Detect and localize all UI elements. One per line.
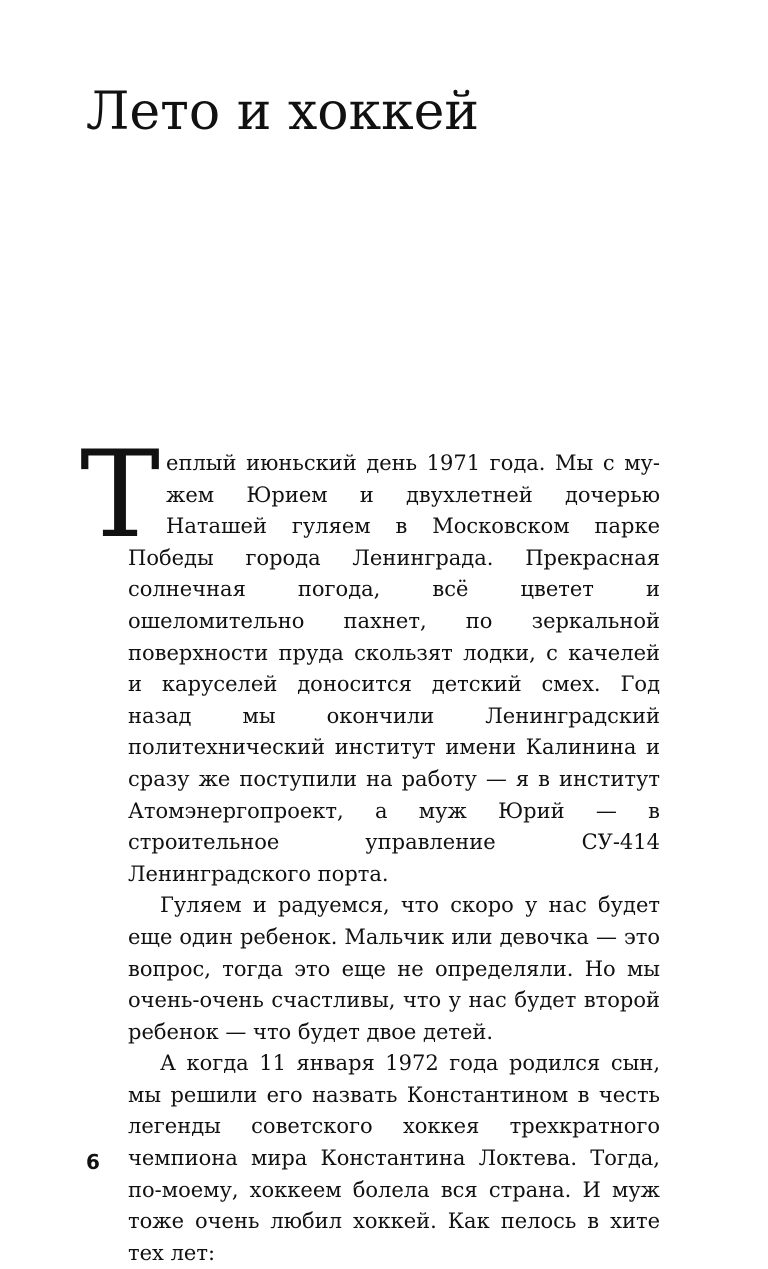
paragraph-1 xyxy=(80,426,660,890)
paragraph-3: А когда 11 января 1972 года родился сын, мы решили его назвать Константином в честь легенды советского хоккея трехкратного чемпиона мира Константина Локтева. Тогда, по-моему, хоккеем болела вся страна. И муж тоже очень любил хоккей. Как пелось в хите тех лет: xyxy=(128,1051,660,1265)
chapter-body xyxy=(80,426,660,1269)
paragraph-2: Гуляем и радуемся, что скоро у нас будет еще один ребенок. Мальчик или девочка — это вопрос, тогда это еще не определяли. Но мы очень-очень счастливы, что у нас будет второй ребенок — что будет двое детей. xyxy=(128,893,660,1044)
chapter-title: Лето и хоккей xyxy=(86,82,480,142)
page-number: 6 xyxy=(86,1150,100,1174)
paragraph-1-text: еплый июньский день 1971 года. Мы с мужем Юрием и двухлетней дочерью Наташей гуляем в Московском парке Победы города Ленинграда. Прекрасная солнечная погода, всё цветет и ошеломительно пахнет, по зеркальной поверхности пруда скользят лодки, с качелей и каруселей доносится детский смех. Год назад мы окончили Ленинградский политехнический институт имени Калинина и сразу же поступили на работу — я в институт Атомэнергопроект, а муж Юрий — в строительное управление СУ-414 Ленинградского порта. xyxy=(128,451,660,886)
drop-cap: Т xyxy=(80,426,161,565)
